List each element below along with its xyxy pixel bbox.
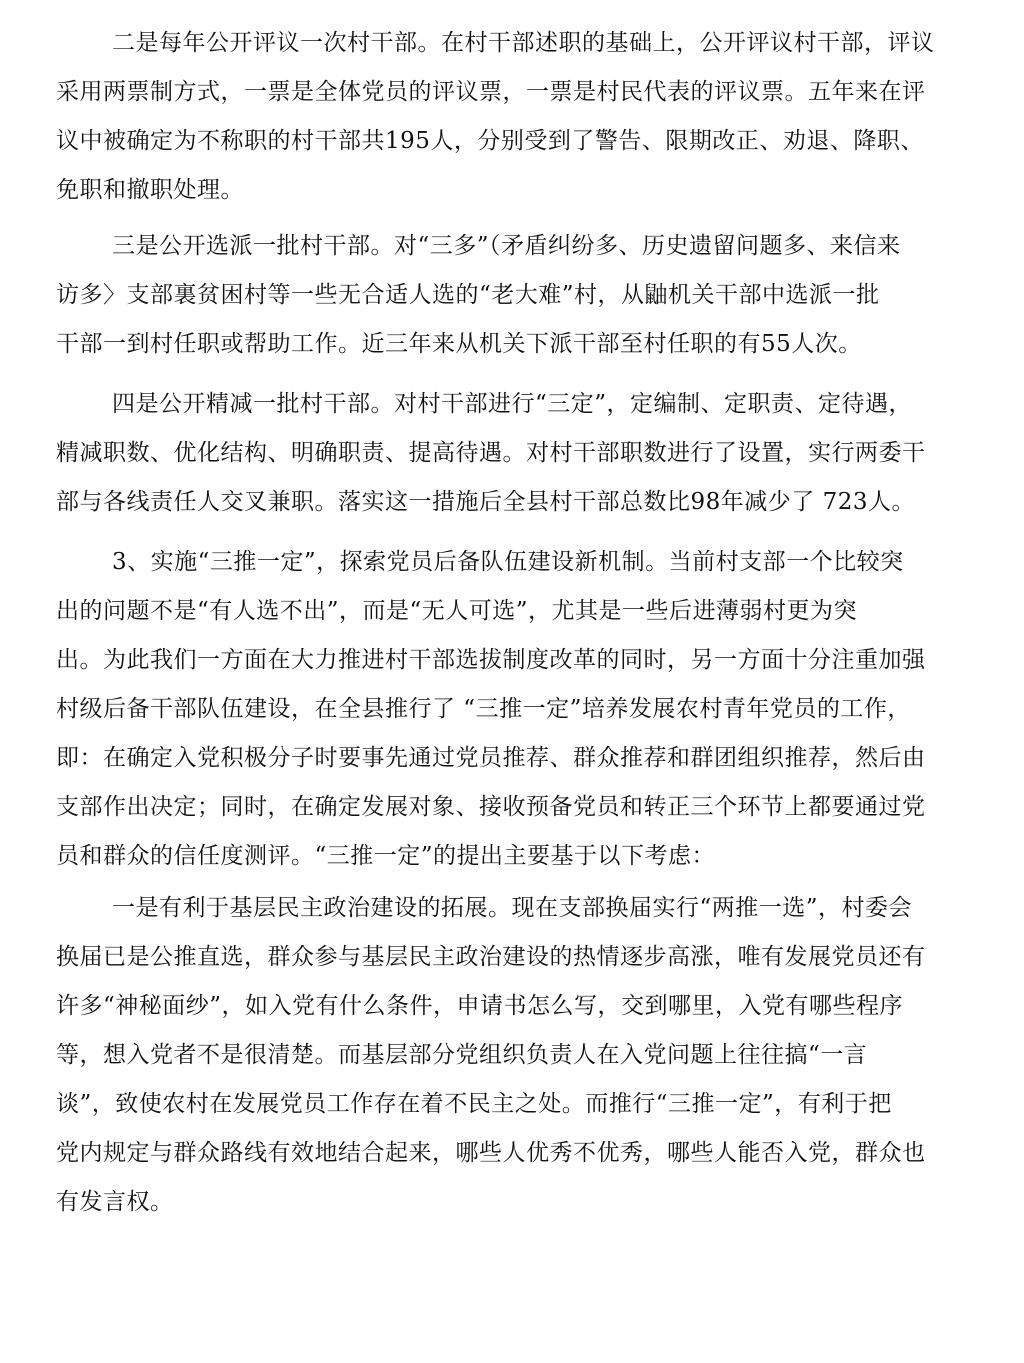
text-line: 许多“神秘面纱”，如入党有什么条件，申请书怎么写，交到哪里，入党有哪些程序 [56,993,904,1019]
text-line: 采用两票制方式，一票是全体党员的评议票，一票是村民代表的评议票。五年来在评 [56,79,926,105]
text-line: 议中被确定为不称职的村干部共195人，分别受到了警告、限期改正、劝退、降职、 [56,128,924,154]
text-line: 换届已是公推直选，群众参与基层民主政治建设的热情逐步高涨，唯有发展党员还有 [56,944,926,970]
paragraph-village-cadre-reduction [56,380,936,527]
text-line: 即：在确定入党积极分子时要事先通过党员推荐、群众推荐和群团组织推荐，然后由 [56,745,926,771]
text-line: 访多〉支部裏贫困村等一些无合适人选的“老大难”村，从鼬机关干部中选派一批 [56,282,880,308]
text-line: 免职和撤职处理。 [56,177,244,203]
text-line: 谈”，致使农村在发展党员工作存在着不民主之处。而推行“三推一定”，有利于把 [56,1091,892,1117]
text-line: 党内规定与群众路线有效地结合起来，哪些人优秀不优秀，哪些人能否入党，群众也 [56,1140,926,1166]
text-line: 等，想入党者不是很清楚。而基层部分党组织负责人在入党问题上往往搞“一言 [56,1042,868,1068]
paragraph-village-cadre-review [56,19,936,215]
text-line: 有发言权。 [56,1189,174,1215]
paragraph-three-recommend-one-decide [56,538,936,881]
text-line: 员和群众的信任度测评。“三推一定”的提出主要基于以下考虑： [56,843,716,869]
text-line: 干部一到村任职或帮助工作。近三年来从机关下派干部至村任职的有55人次。 [56,331,862,357]
text-line: 支部作出决定；同时，在确定发展对象、接收预备党员和转正三个环节上都要通过党 [56,794,926,820]
text-line: 一是有利于基层民主政治建设的拓展。现在支部换届实行“两推一选”，村委会 [112,895,913,921]
text-line: 村级后备干部队伍建设，在全县推行了 “三推一定”培养发展农村青年党员的工作， [56,696,911,722]
text-line: 四是公开精减一批村干部。对村干部进行“三定”，定编制、定职责、定待遇， [112,391,913,417]
text-line: 3、实施“三推一定”，探索党员后备队伍建设新机制。当前村支部一个比较突 [112,549,904,575]
text-line: 出。为此我们一方面在大力推进村干部选拔制度改革的同时，另一方面十分注重加强 [56,647,926,673]
paragraph-village-cadre-dispatch [56,222,936,369]
text-line: 精减职数、优化结构、明确职责、提高待遇。对村干部职数进行了设置，实行两委干 [56,440,926,466]
text-line: 出的问题不是“有人选不出”，而是“无人可选”，尤其是一些后进薄弱村更为突 [56,598,858,624]
text-line: 三是公开选派一批村干部。对“三多”（矛盾纠纷多、历史遗留问题多、来信来 [112,233,901,259]
text-line: 部与各线责任人交叉兼职。落实这一措施后全县村干部总数比98年减少了 723人。 [56,489,915,515]
paragraph-grassroots-democracy [56,884,936,1227]
text-line: 二是每年公开评议一次村干部。在村干部述职的基础上，公开评议村干部，评议 [112,30,935,56]
